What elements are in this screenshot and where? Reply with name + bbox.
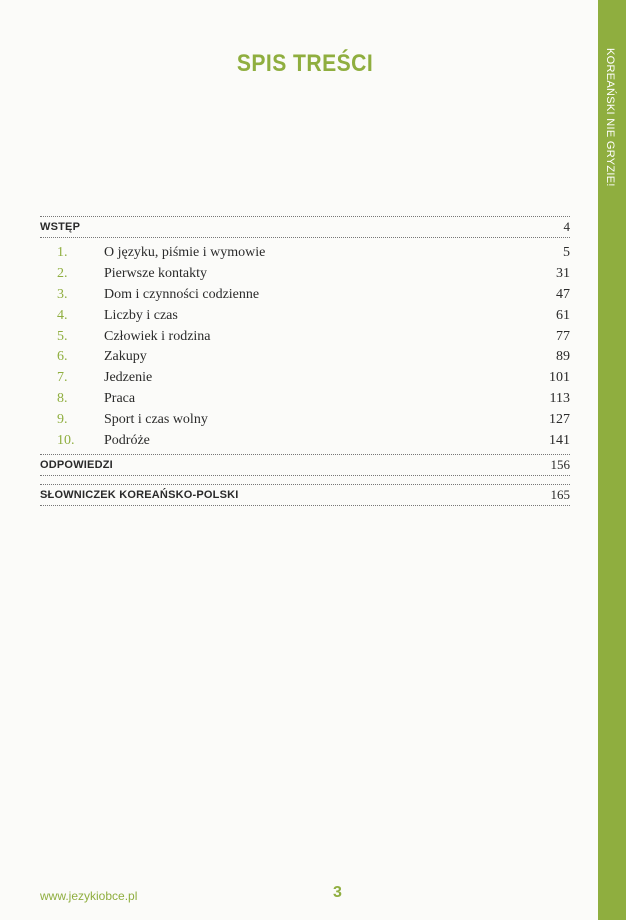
section-label: SŁOWNICZEK KOREAŃSKO-POLSKI <box>40 488 239 501</box>
chapter-title: Jedzenie <box>104 370 153 386</box>
chapter-page: 141 <box>549 432 570 448</box>
chapter-page: 77 <box>556 328 570 344</box>
page-title: SPIS TREŚCI <box>236 50 374 77</box>
toc-chapter[interactable] <box>40 409 570 430</box>
footer-page-number: 3 <box>333 884 342 901</box>
toc-section-glossary[interactable] <box>40 484 570 506</box>
chapter-title: Zakupy <box>104 349 147 365</box>
chapter-title: Dom i czynności codzienne <box>104 286 260 302</box>
chapter-page: 89 <box>556 349 570 365</box>
chapter-page: 101 <box>549 370 570 386</box>
chapter-page: 113 <box>549 390 570 406</box>
chapter-page: 127 <box>549 411 570 427</box>
chapter-number: 10. <box>57 432 75 448</box>
toc-chapter[interactable] <box>40 430 570 451</box>
table-of-contents <box>40 216 570 506</box>
toc-section-intro[interactable] <box>40 216 570 238</box>
chapter-list <box>40 238 570 454</box>
side-tab <box>598 0 626 920</box>
toc-chapter[interactable] <box>40 347 570 368</box>
chapter-title: Praca <box>104 390 136 406</box>
chapter-page: 5 <box>563 245 570 261</box>
section-page: 165 <box>550 486 570 502</box>
chapter-title: Liczby i czas <box>104 307 178 323</box>
toc-section-answers[interactable] <box>40 454 570 476</box>
chapter-number: 3. <box>57 286 68 302</box>
toc-chapter[interactable] <box>40 285 570 306</box>
chapter-number: 5. <box>57 328 68 344</box>
section-label: ODPOWIEDZI <box>40 458 113 471</box>
chapter-number: 1. <box>57 245 68 261</box>
section-page: 4 <box>563 219 570 234</box>
chapter-title: Sport i czas wolny <box>104 411 208 427</box>
chapter-number: 4. <box>57 307 68 323</box>
chapter-number: 7. <box>57 370 68 386</box>
chapter-page: 61 <box>556 307 570 323</box>
toc-chapter[interactable] <box>40 389 570 410</box>
chapter-number: 8. <box>57 390 68 406</box>
chapter-page: 47 <box>556 286 570 302</box>
toc-chapter[interactable] <box>40 305 570 326</box>
section-gap <box>40 476 570 484</box>
toc-chapter[interactable] <box>40 264 570 285</box>
chapter-title: O języku, piśmie i wymowie <box>104 245 266 261</box>
toc-chapter[interactable] <box>40 326 570 347</box>
chapter-number: 6. <box>57 349 68 365</box>
chapter-number: 9. <box>57 411 68 427</box>
chapter-title: Człowiek i rodzina <box>104 328 211 344</box>
footer-url: www.jezykiobce.pl <box>40 889 138 903</box>
side-tab-label: KOREAŃSKI NIE GRYZIE! <box>604 48 616 187</box>
chapter-title: Podróże <box>104 432 150 448</box>
section-page: 156 <box>550 456 570 472</box>
chapter-title: Pierwsze kontakty <box>104 266 208 282</box>
toc-chapter[interactable] <box>40 243 570 264</box>
section-label: WSTĘP <box>40 221 81 233</box>
chapter-page: 31 <box>556 266 570 282</box>
toc-chapter[interactable] <box>40 368 570 389</box>
chapter-number: 2. <box>57 266 68 282</box>
